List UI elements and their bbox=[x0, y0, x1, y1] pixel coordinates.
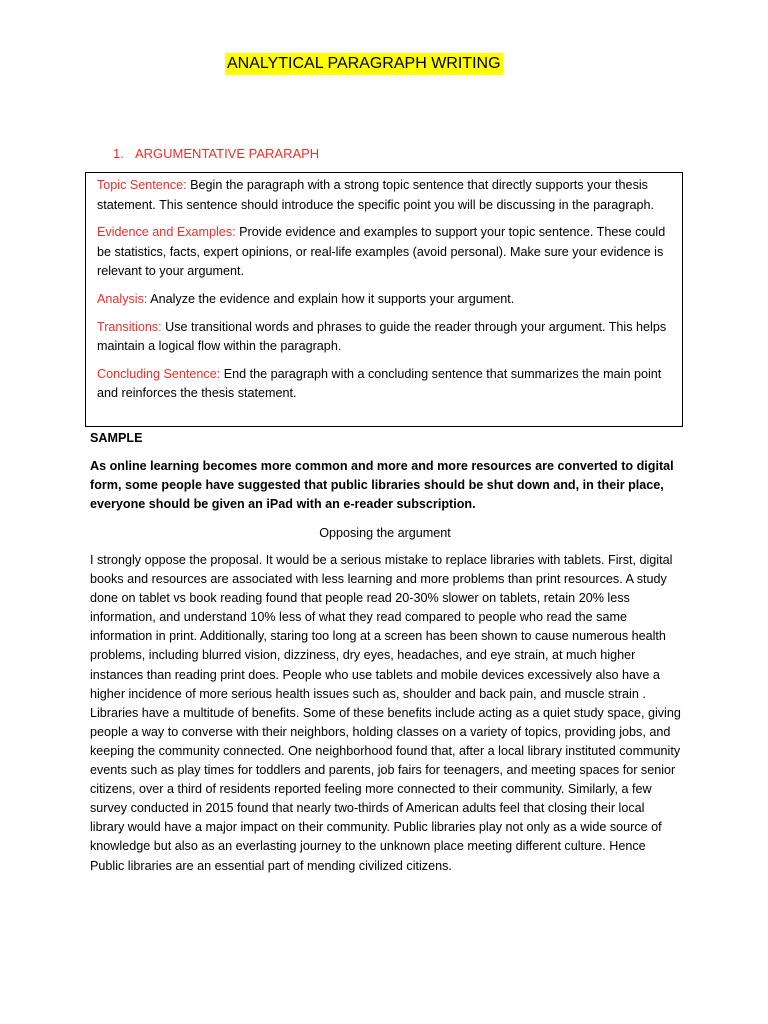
section-heading-text: ARGUMENTATIVE PARARAPH bbox=[135, 146, 320, 161]
rule-term: Analysis: bbox=[97, 291, 148, 306]
rule-evidence-examples bbox=[97, 223, 672, 282]
document-title: ANALYTICAL PARAGRAPH WRITING bbox=[225, 53, 503, 75]
section-heading bbox=[113, 145, 319, 163]
rule-text: Use transitional words and phrases to guide the reader through your argument. This helps maintain a logical flow within the paragraph. bbox=[97, 319, 667, 354]
rule-transitions bbox=[97, 318, 672, 357]
rule-term-suffix: : bbox=[183, 178, 187, 192]
rule-analysis bbox=[97, 290, 672, 310]
rule-text: Analyze the evidence and explain how it supports your argument. bbox=[147, 291, 515, 306]
section-number: 1. bbox=[113, 146, 124, 161]
rule-term: Transitions: bbox=[97, 319, 162, 334]
rule-term: Concluding Sentence bbox=[97, 366, 217, 381]
sample-label: SAMPLE bbox=[90, 431, 143, 445]
rule-term: Evidence and Examples: bbox=[97, 225, 236, 240]
rule-concluding-sentence bbox=[97, 365, 672, 404]
rule-text: Begin the paragraph with a strong topic sentence that directly supports your thesis statement. This sentence should introduce the specific point you will be discussing in the paragraph. bbox=[97, 178, 655, 212]
sample-essay-paragraph: I strongly oppose the proposal. It would be a serious mistake to replace libraries with tablets. First, digital books and resources are associated with less learning and more problems than print resources. A study done on tablet vs book reading found that people read 20-30% slower on tablets, retain 20% less information, and understand 10% less of what they read compared to people who read the same information in print. Additionally, staring too long at a screen has been shown to cause numerous health problems, including blurred vision, dizziness, dry eyes, headaches, and eye strain, at much higher instances than reading print does. People who use tablets and mobile devices excessively also have a higher incidence of more serious health issues such as, shoulder and back pain, and muscle strain . Libraries have a multitude of benefits. Some of these benefits include acting as a quiet study space, giving people a way to converse with their neighbors, holding classes on a variety of topics, providing jobs, and keeping the community connected. One neighborhood found that, after a local library instituted community events such as play times for toddlers and parents, job fairs for teenagers, and meeting spaces for senior citizens, over a third of residents reported feeling more connected to their community. Similarly, a few survey conducted in 2015 found that nearly two-thirds of American adults feel that closing their local library would have a major impact on their community. Public libraries play not only as a wide source of knowledge but also as an everlasting journey to the unknown place meeting different culture. Hence Public libraries are an essential part of mending civilized citizens. bbox=[90, 553, 681, 873]
rule-term-suffix: : bbox=[216, 366, 221, 381]
rule-text: End the paragraph with a concluding sentence that summarizes the main point and reinforces the thesis statement. bbox=[97, 366, 662, 401]
sample-prompt: As online learning becomes more common and more and more resources are converted to digital form, some people have suggested that public libraries should be shut down and, in their place, everyone should be given an iPad with an e-reader subscription. bbox=[90, 459, 674, 511]
rule-term: Topic Sentence bbox=[97, 178, 184, 192]
paragraph-rules-box bbox=[85, 172, 683, 427]
rule-text: Provide evidence and examples to support your topic sentence. These could be statistics, facts, expert opinions, or real-life examples (avoid personal). Make sure your evidence is relevant to your argument. bbox=[97, 225, 666, 279]
essay-subheading: Opposing the argument bbox=[319, 526, 451, 540]
rule-topic-sentence bbox=[97, 176, 672, 215]
